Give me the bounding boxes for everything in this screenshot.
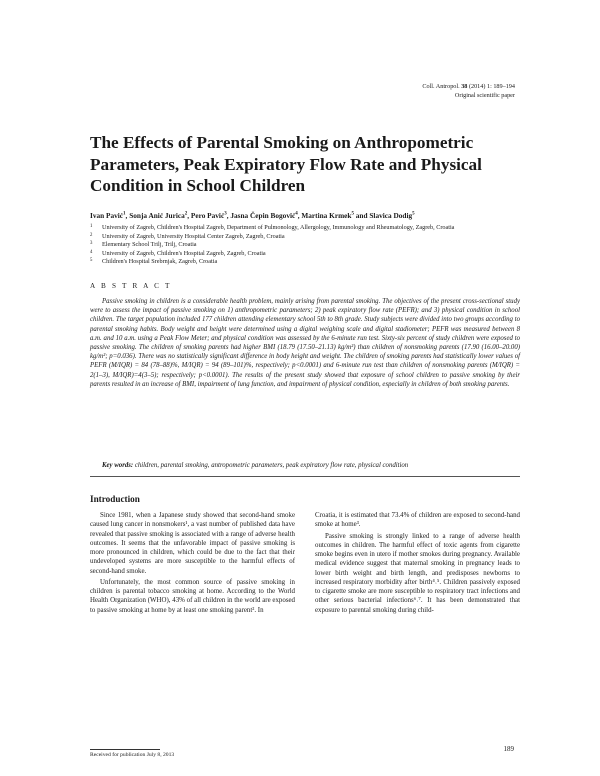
affiliation-text: University of Zagreb, Children's Hospital Zagreb, Zagreb, Croatia: [102, 249, 266, 257]
affiliation-item: [90, 250, 520, 259]
keywords-text: children, parental smoking, antropometric parameters, peak expiratory flow rate, physical condition: [134, 462, 409, 469]
affiliation-number: 2: [90, 232, 93, 238]
author-affiliation-mark: 2: [184, 211, 188, 217]
received-footnote: Received for publication July 8, 2013: [90, 752, 175, 758]
author-affiliation-mark: 1: [123, 211, 126, 217]
affiliation-item: [90, 233, 520, 242]
author-name: Pero Pavić: [190, 211, 225, 220]
affiliation-number: 3: [90, 241, 93, 247]
author-list: Ivan Pavić$^1$, Sonja Anić Jurica$^2$, Pero Pavić$^3$, Jasna Čepin Bogović$^4$, Martina Krmek$^5$ and Slavica Dodig$^5$: [90, 211, 415, 220]
affiliation-number: 4: [90, 249, 93, 255]
affiliation-item: [90, 258, 520, 267]
abstract-heading: A B S T R A C T: [90, 282, 172, 290]
abstract-text: Passive smoking in children is a considerable health problem, mainly arising from parental smoking. The objectives of the present cross-sectional study were to assess the impact of passive smoking on 1) anthropometric parameters; 2) peak expiratory flow rate (PEFR); and 3) physical condition in school children. The target population included 177 children attending elementary school 5th to 8th grade. Study subjects were divided into two groups according to parental smoking habits. Body weight and height were determined using a digital weighing scale and digital stadiometer; PEFR was measured between 8 a.m. and 10 a.m. using a Peak Flow Meter; and physical condition was assessed by the 6-minute run test. Sixty-six percent of study children were exposed to passive smoking. The children of smoking parents had higher BMI (18.79 (17.50–21.13) kg/m²) than children of nonsmoking parents (17.90 (16.00–20.00) kg/m²; p=0.036). There was no statistically significant difference in body height and weight. The children of smoking parents had statistically lower values of PEFR (M/IQR) = 84 (78–88)%, M/IQR) = 94 (89–101)%, respectively; p<0.0001) and 6-minute run test than children of nonsmoking parents (M/IQR) = 2(1–3), M/IQR)=4(3–5); respectively; p<0.0001). The results of the present study showed that exposure of school children to passive smoking by their parents resulted in an increase of BMI, impairment of lung function, and impairment of physical condition, especially in children of both smoking parents.: [90, 298, 520, 388]
journal-header: [422, 82, 515, 100]
author-name: Sonja Anić Jurica: [129, 211, 185, 220]
affiliation-item: [90, 224, 520, 233]
introduction-heading: Introduction: [90, 494, 140, 504]
journal-name: Coll. Antropol.: [422, 83, 460, 90]
author-affiliation-mark: 5: [412, 211, 415, 217]
affiliation-text: Elementary School Trilj, Trilj, Croatia: [102, 241, 197, 249]
author-affiliation-mark: 5: [351, 211, 354, 217]
keywords-label: Key words:: [102, 462, 134, 469]
author-affiliation-mark: 4: [295, 211, 298, 217]
author-name: Martina Krmek: [301, 211, 352, 220]
affiliation-item: [90, 241, 520, 250]
journal-volume: 38: [461, 83, 468, 90]
keywords-line: [102, 462, 522, 469]
section-divider: [90, 476, 520, 477]
article-type: Original scientific paper: [454, 92, 515, 99]
text-column-right: [315, 511, 520, 617]
affiliation-number: 5: [90, 258, 93, 264]
citation-line: [422, 82, 515, 91]
page-number: 189: [503, 745, 514, 753]
affiliation-text: University of Zagreb, University Hospital Center Zagreb, Zagreb, Croatia: [102, 232, 285, 240]
author-name: Jasna Čepin Bogović: [230, 211, 296, 220]
paper-title: The Effects of Parental Smoking on Anthropometric Parameters, Peak Expiratory Flow Rate and Physical Condition in School Children: [90, 133, 482, 195]
affiliation-text: Children's Hospital Srebrnjak, Zagreb, Croatia: [102, 258, 218, 266]
affiliation-number: 1: [90, 224, 93, 229]
paragraph: Passive smoking is strongly linked to a range of adverse health outcomes in children. The harmful effect of toxic agents from cigarette smoke begins even in utero if mother smokes during pregnancy. Available medical evidence suggest that maternal smoking in pregnancy leads to lower birth weight and birth length, and predisposes newborns to increased respiratory morbidity after birth⁴˒⁵. Children passively exposed to cigarette smoke are more susceptible to respiratory tract infections and other serious bacterial infections⁶˒⁷. It has been demonstrated that exposure to parental smoking during child-: [315, 532, 520, 614]
author-affiliation-mark: 3: [224, 211, 227, 217]
text-column-left: [90, 511, 295, 617]
author-connector: and: [355, 211, 368, 220]
author-name: Slavica Dodig: [369, 211, 413, 220]
paragraph: Unfortunately, the most common source of passive smoking in children is parental tobacco smoking at home. According to the World Health Organization (WHO), 43% of all children in the world are exposed to passive smoking at home by at least one smoking parent². In: [90, 578, 295, 614]
paragraph: Since 1981, when a Japanese study showed that second-hand smoke caused lung cancer in nonsmokers¹, a vast number of published data have revealed that passive smoking is associated with a range of adverse health outcomes. It seems that the unfavorable impact of passive smoking is more pronounced in children, which could be due to the fact that their undeveloped systems are more susceptible to the harmful effects of second-hand smoke.: [90, 512, 295, 575]
affiliation-list: [90, 224, 520, 267]
footnote-divider: [90, 749, 160, 750]
affiliation-text: University of Zagreb, Children's Hospital Zagreb, Department of Pulmonology, Allergology, Immunology and Rheumatology, Zagreb, Croatia: [102, 224, 455, 231]
journal-year-pages: (2014) 1: 189–194: [468, 83, 515, 90]
author-name: Ivan Pavić: [90, 211, 124, 220]
paragraph: Croatia, it is estimated that 73.4% of children are exposed to second-hand smoke at home³.: [315, 512, 520, 529]
